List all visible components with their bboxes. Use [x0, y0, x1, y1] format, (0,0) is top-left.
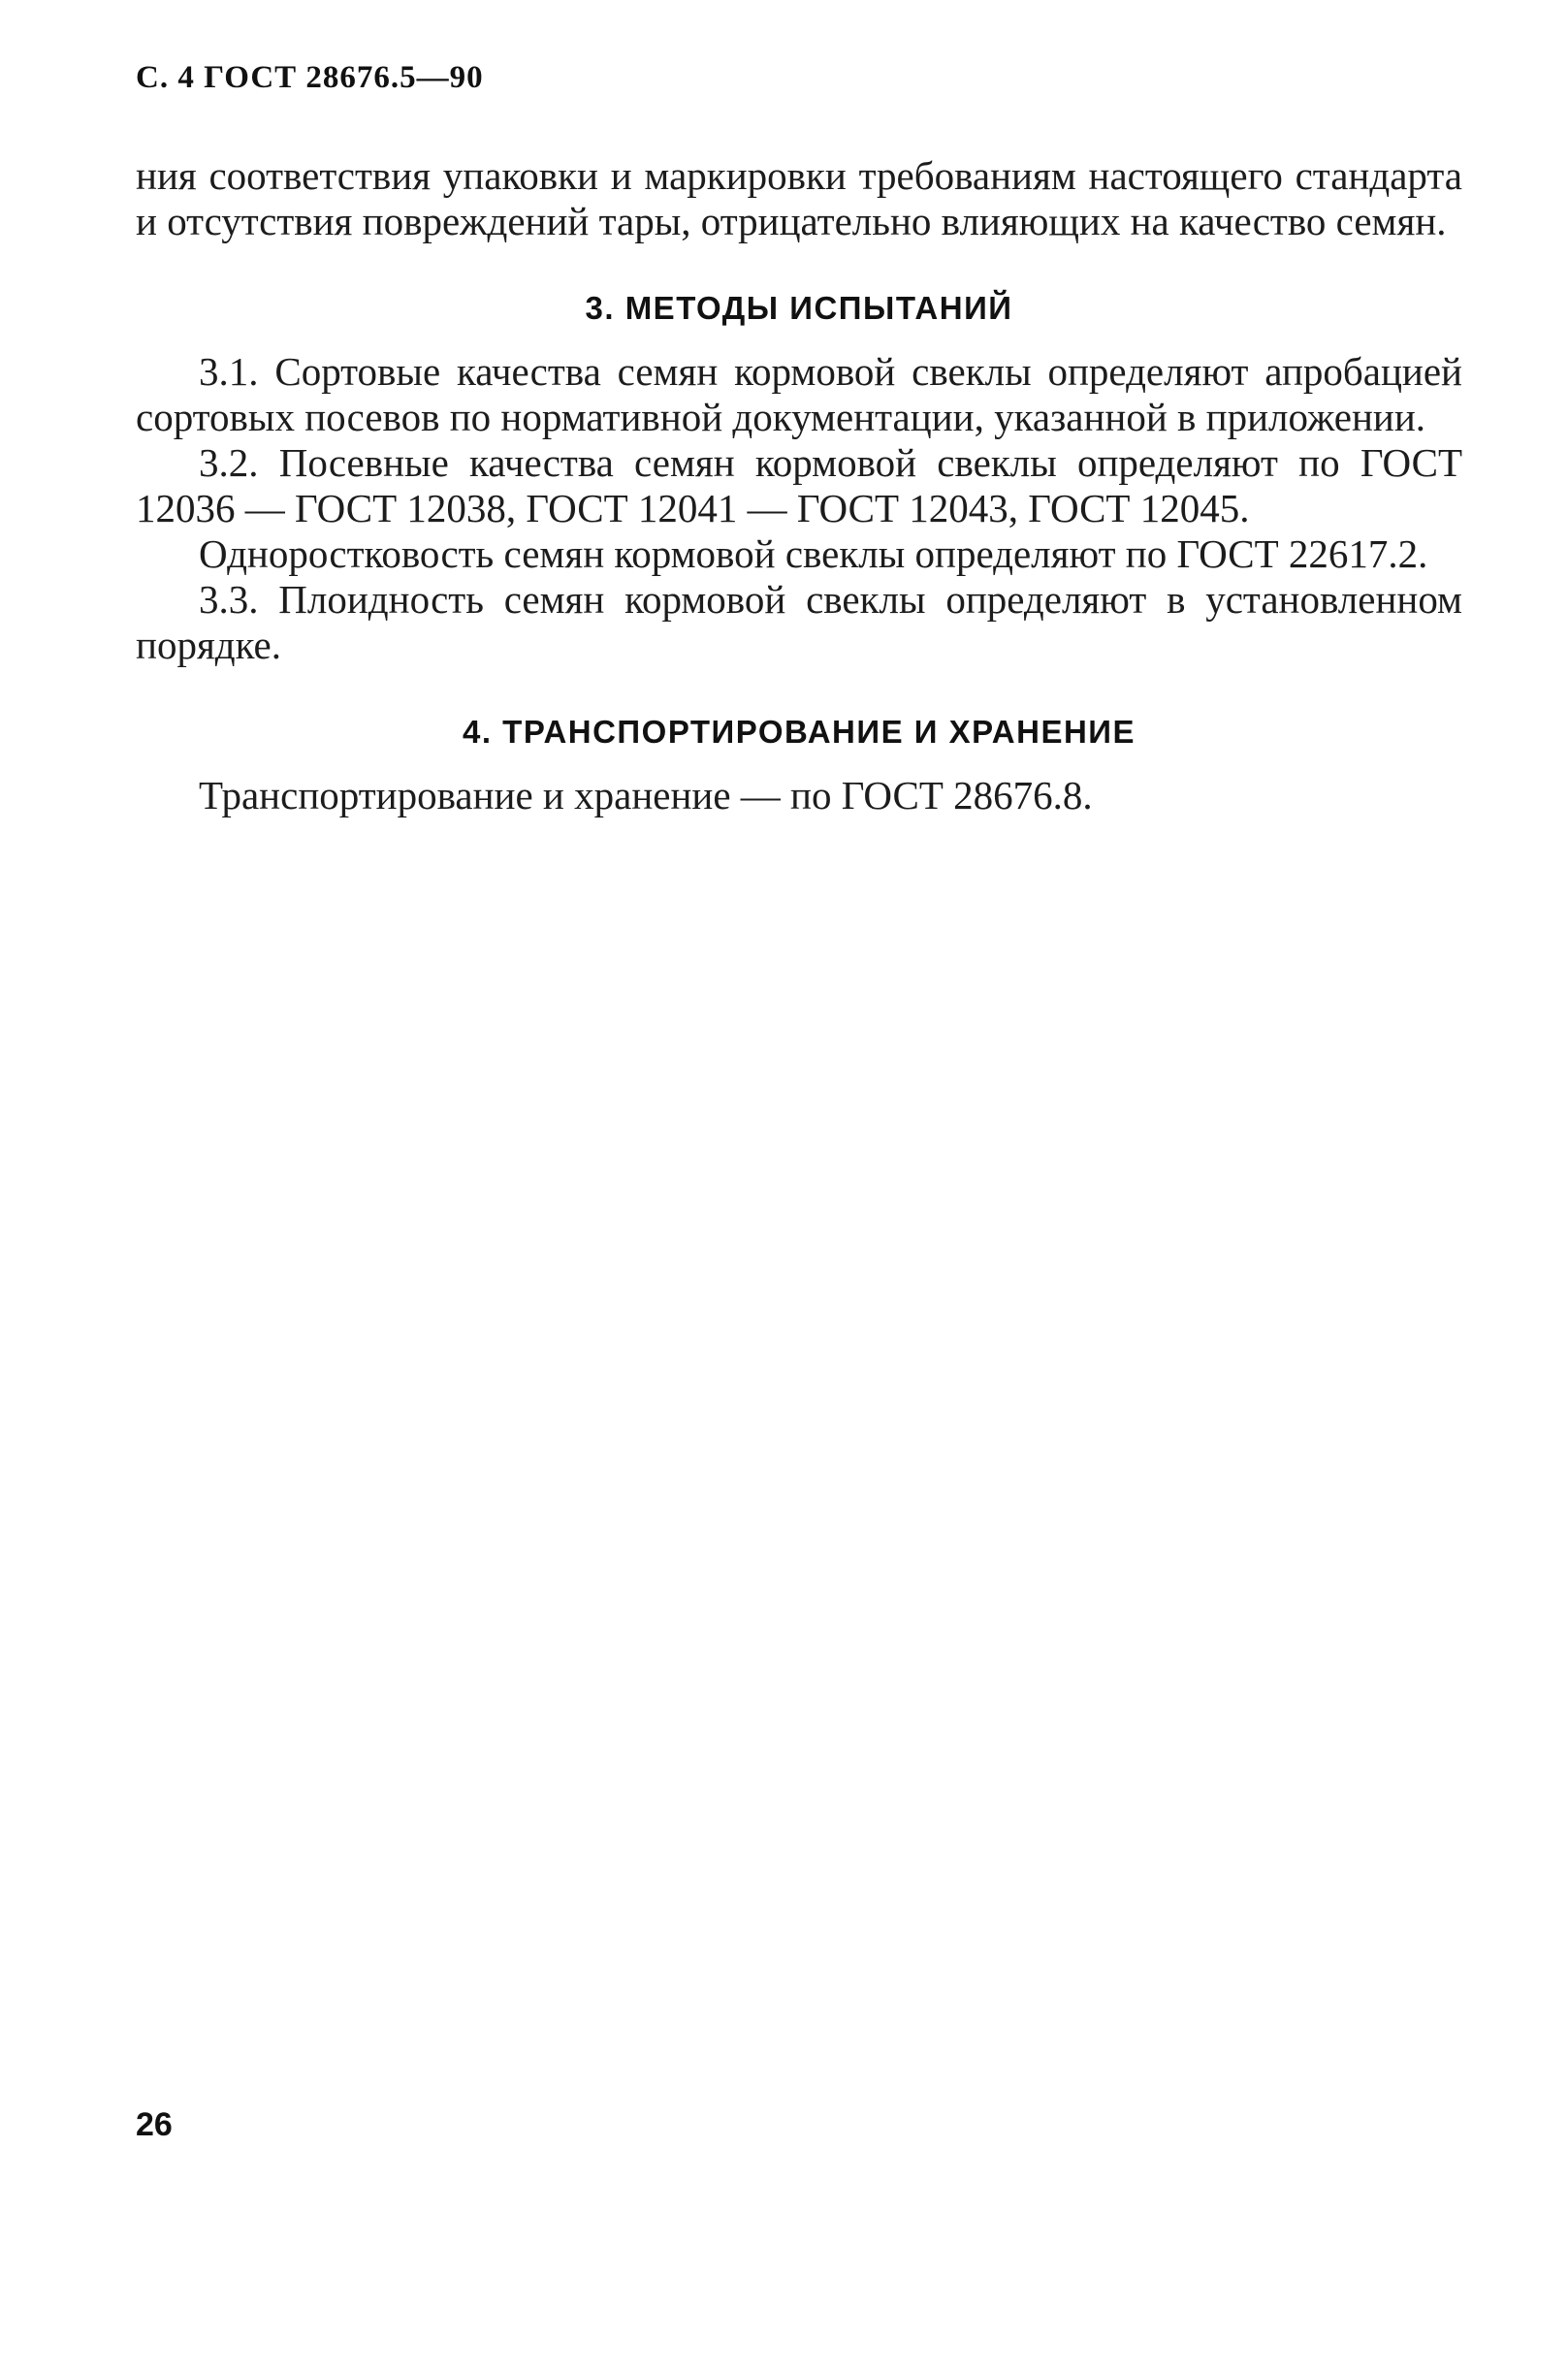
section-3-heading: 3. МЕТОДЫ ИСПЫТАНИЙ [585, 290, 1013, 326]
paragraph-3-2-single-germ: Одноростковость семян кормовой свеклы определяют по ГОСТ 22617.2. [199, 531, 1428, 576]
running-header: С. 4 ГОСТ 28676.5—90 [136, 60, 484, 95]
paragraph-4: Транспортирование и хранение — по ГОСТ 28676.8. [199, 773, 1093, 817]
section-4-heading: 4. ТРАНСПОРТИРОВАНИЕ И ХРАНЕНИЕ [462, 714, 1136, 750]
paragraph-3-3: 3.3. Плоидность семян кормовой свеклы определяют в установленном порядке. [136, 577, 1462, 667]
paragraph-3-2: 3.2. Посевные качества семян кормовой свеклы определяют по ГОСТ 12036 — ГОСТ 12038, ГОСТ 12041 — ГОСТ 12043, ГОСТ 12045. [136, 440, 1462, 530]
page-body [136, 153, 1462, 818]
page-number: 26 [136, 2106, 173, 2143]
paragraph-3-1: 3.1. Сортовые качества семян кормовой свеклы определяют апробацией сортовых посевов по нормативной документации, указанной в приложении. [136, 349, 1462, 439]
continuation-paragraph: ния соответствия упаковки и маркировки требованиям настоящего стандарта и отсутствия повреждений тары, отрицательно влияющих на качество семян. [136, 153, 1462, 243]
